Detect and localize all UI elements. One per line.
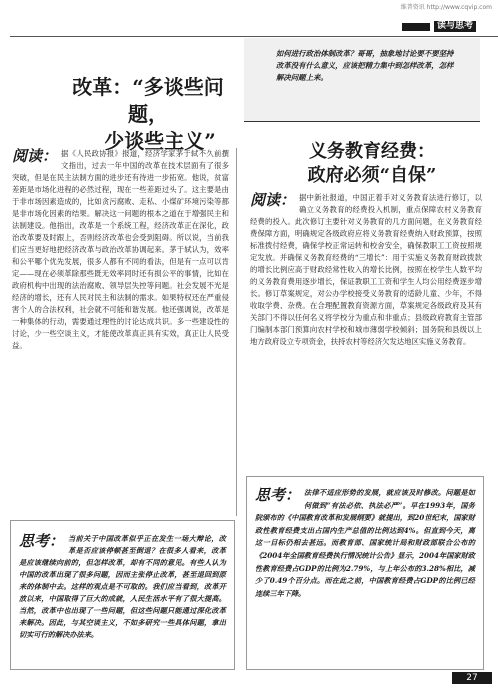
section-header <box>402 21 498 32</box>
right-article-body <box>250 192 482 348</box>
left-think-content <box>19 533 226 641</box>
left-article-text: 据《人民政协报》报道，经济学家茅于轼不久前撰文指出，过去一年中国的改革在技术层面有了很多突破，但是在民主法制方面的进步还有待进一步拓宽。他说，贫富差距是市场化进程的必然过程，现在一些差距过头了。这主要是由于非市场因素造成的，比如贪污腐败、走私、小煤矿环境污染等都是非市场化因素的结果。解决这一问题的根本之道在于增强民主和法制建设。他指出，改革是一个系统工程，经济改革正在深化，政治改革要及时跟上，否则经济改革也会受到阻碍。所以说，当前我们应当更好地把经济改革与政治改革协调起来。茅于轼认为，效率和公平哪个优先发展，很多人都有不同的看法，但是有一点可以肯定——现在必须革除那些既无效率同时还有损公平的事情，比如在政府机构中出现的法治腐败、领导层失控等问题。社会发展不光是经济的增长，还有人民对民主和法制的需求。如果特权还在严重侵害个人的合法权利，社会就不可能和谐发展。他还强调说，改革是一种集体的行动，需要通过理性的讨论达成共识。多一些建设性的讨论，少一些空谈主义，才能使改革真正具有实效，真正让人民受益。 <box>12 149 229 350</box>
right-think-text: 法律不适应形势的发展，就应该及时修改。问题是如何做到“有法必依、执法必严”。早在1993年，国务院颁布的《中国教育改革和发展纲要》就提出，到20世纪末，国家财政性教育经费支出占国内生产总值的比例达到4%。但直到今天，离这一目标仍相去甚远。而教育部、国家统计局和财政部联合公布的《2004年全国教育经费执行情况统计公告》显示，2004年国家财政性教育经费占GDP的比例为2.79%，与上年公布的3.28%相比，减少了0.49个百分点。而在此之前，中国教育经费占GDP的比例已经连续三年下降。 <box>255 488 475 598</box>
left-title-line2: 少谈些主义” <box>104 129 216 153</box>
right-think-content <box>255 487 475 600</box>
teaser-text: 如何进行政治体制改革？哥哥，抽象地讨论要不要坚持改革没有什么意义，应该把精力集中到怎样改革，怎样解决问题上来。 <box>276 49 454 82</box>
right-read-callout: 阅读： <box>250 191 296 209</box>
left-think-box <box>10 520 235 670</box>
right-article-text: 据中新社报道，中国正着手对义务教育法进行修订，以确立义务教育的经费投入机制，重点保障农村义务教育经费的投入。此次修订主要针对义务教育的几方面问题，在义务教育经费保障方面，明确规定各级政府应将义务教育经费纳入财政预算，按照标准拨付经费，确保学校正常运转和校舍安全，确保教职工工资按照规定发放。并确保义务教育经费的“三增长”：用于实施义务教育财政拨款的增长比例应高于财政经常性收入的增长比例，按照在校学生人数平均的义务教育费用逐步增长，保证教职工工资和学生人均公用经费逐步增长。修订草案规定，对公办学校接受义务教育的适龄儿童、少年，不得收取学费、杂费。在合理配置教育资源方面，草案规定各级政府及其有关部门不得以任何名义将学校分为重点和非重点；县级政府教育主管部门编制本部门预算向农村学校和城市薄弱学校倾斜；国务院和县级以上地方政府设立专项资金，扶持农村等经济欠发达地区实施义务教育。 <box>250 193 482 346</box>
left-title-line1: 改革：“多谈些问题， <box>72 75 224 126</box>
left-think-callout: 思考： <box>19 532 65 550</box>
teaser-box <box>244 38 480 122</box>
right-title-line1: 义务教育经费： <box>309 141 435 162</box>
left-think-text: 当前关于中国改革似乎正在发生一场大辩论，改革是否应该停顿甚至倒退？在很多人看来，改革是应该继续向前的，但怎样改革，却有不同的意见。有些人认为中国的改革出现了很多问题，因而主张停止改革，甚至退回到原来的体制中去。这样的观点是不可取的。我们应当看到，改革开放以来，中国取得了巨大的成就，人民生活水平有了很大提高。当然，改革中也出现了一些问题，但这些问题只能通过深化改革来解决。因此，与其空谈主义，不如多研究一些具体问题，拿出切实可行的解决办法来。 <box>19 534 226 639</box>
right-think-box <box>246 476 484 670</box>
left-read-callout: 阅读： <box>12 147 58 165</box>
right-article-title <box>262 140 482 188</box>
left-article-title <box>58 74 238 155</box>
watermark: 维普资讯 http://www.cqvip.com <box>400 4 492 11</box>
right-think-callout: 思考： <box>255 486 301 504</box>
left-article-body <box>12 148 229 352</box>
page-number: 27 <box>452 672 492 684</box>
top-rule <box>10 36 498 37</box>
right-title-line2: 政府必须“自保” <box>307 165 437 186</box>
section-header-bar <box>402 23 430 31</box>
section-label: 读与思考 <box>434 21 476 32</box>
column-divider <box>236 148 237 516</box>
